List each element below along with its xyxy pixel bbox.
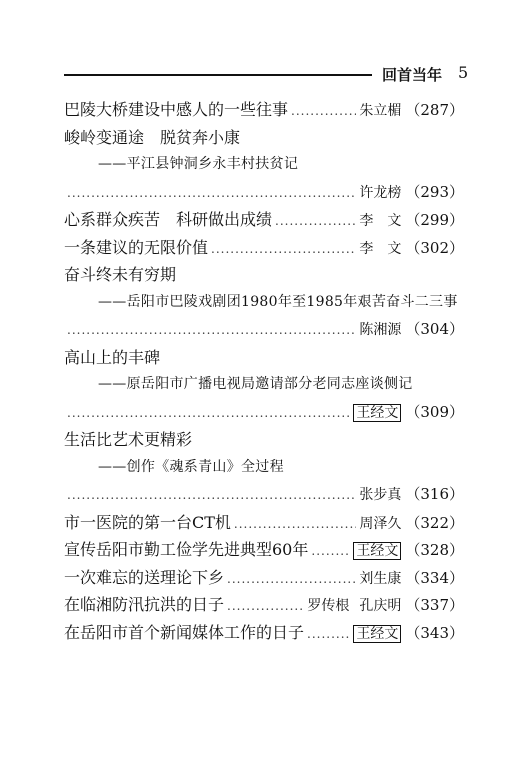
header-rule [64, 74, 372, 76]
entry-page: （343） [405, 623, 464, 642]
toc-entry-subtitle [64, 371, 464, 399]
entry-subtitle: ——原岳阳市广播电视局邀请部分老同志座谈侧记 [98, 376, 413, 392]
dot-leader [227, 593, 304, 621]
dot-leader [307, 621, 350, 649]
entry-title: 市一医院的第一台CT机 [64, 512, 231, 532]
toc-entry-subtitle [64, 151, 464, 179]
entry-author: 朱立楣 [359, 103, 402, 119]
entry-title: 高山上的丰碑 [64, 347, 161, 367]
toc-entry-author-line [64, 481, 464, 509]
entry-author-boxed: 王经文 [353, 404, 401, 422]
toc-entry [64, 619, 464, 647]
entry-title: 一次难忘的送理论下乡 [64, 567, 225, 587]
dot-leader [234, 511, 356, 539]
dot-leader [291, 98, 356, 126]
entry-author: 罗传根 [307, 598, 350, 614]
entry-author: 陈湘源 [359, 322, 402, 338]
entry-page: （299） [405, 211, 464, 229]
entry-subtitle: ——创作《魂系青山》全过程 [98, 458, 284, 475]
entry-title: 在临湘防汛抗洪的日子 [64, 595, 225, 614]
toc-entry-author-line [64, 399, 464, 427]
toc-entry [64, 124, 464, 152]
entry-author: 李 文 [359, 213, 402, 229]
entry-page: （304） [405, 320, 464, 338]
toc-entry [64, 509, 464, 537]
entry-title: 峻岭变通途 脱贫奔小康 [64, 127, 241, 147]
entry-author: 周泽久 [359, 515, 402, 532]
toc-entry [64, 564, 464, 592]
entry-title: 巴陵大桥建设中感人的一些往事 [64, 100, 289, 119]
dot-leader [275, 208, 356, 236]
entry-page: （316） [405, 485, 464, 503]
entry-subtitle: ——岳阳市巴陵戏剧团1980年至1985年艰苦奋斗二三事 [98, 293, 458, 310]
toc-entry [64, 206, 464, 234]
toc-entry [64, 591, 464, 619]
entry-page: （293） [405, 182, 464, 201]
entry-author-boxed: 王经文 [353, 625, 401, 643]
entry-author: 李 文 [359, 240, 402, 257]
entry-page: （309） [405, 402, 464, 421]
toc-entry [64, 426, 464, 454]
entry-author-2: 孔庆明 [359, 598, 402, 614]
entry-title: 奋斗终未有穷期 [64, 265, 177, 284]
toc-entry [64, 234, 464, 262]
toc-entry-author-line [64, 179, 464, 207]
dot-leader [67, 482, 356, 510]
running-header-title: 回首当年 [382, 66, 443, 84]
dot-leader [67, 400, 350, 428]
toc-entry-author-line [64, 316, 464, 344]
entry-title: 心系群众疾苦 科研做出成绩 [64, 210, 273, 229]
entry-author: 许龙榜 [359, 184, 402, 201]
toc-entry [64, 96, 464, 124]
entry-title: 生活比艺术更精彩 [64, 430, 193, 449]
dot-leader [227, 566, 356, 594]
entry-page: （287） [405, 101, 464, 119]
entry-subtitle: ——平江县钟洞乡永丰村扶贫记 [98, 156, 299, 172]
entry-page: （328） [405, 541, 464, 559]
entry-page: （322） [405, 513, 464, 532]
entry-title: 宣传岳阳市勤工俭学先进典型60年 [64, 540, 309, 559]
entry-title: 一条建议的无限价值 [64, 237, 209, 257]
entry-author-boxed: 王经文 [353, 542, 401, 560]
entry-page: （337） [405, 596, 464, 614]
toc-entry-subtitle [64, 289, 464, 317]
table-of-contents [64, 96, 464, 646]
dot-leader [67, 180, 356, 208]
page-number: 5 [458, 63, 469, 82]
entry-author: 张步真 [359, 487, 402, 503]
toc-entry [64, 536, 464, 564]
entry-author: 刘生康 [359, 570, 402, 587]
toc-entry [64, 261, 464, 289]
entry-page: （302） [405, 238, 464, 257]
dot-leader [211, 236, 356, 264]
toc-entry-subtitle [64, 454, 464, 482]
entry-title: 在岳阳市首个新闻媒体工作的日子 [64, 622, 305, 642]
dot-leader [311, 538, 350, 566]
toc-entry [64, 344, 464, 372]
entry-page: （334） [405, 568, 464, 587]
dot-leader [67, 317, 356, 345]
